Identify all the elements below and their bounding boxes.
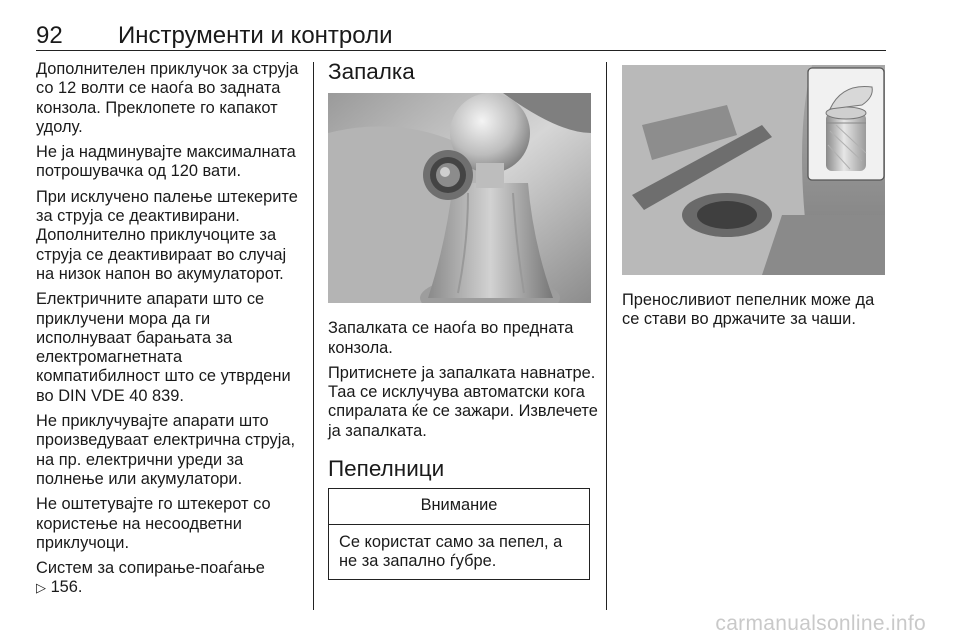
lighter-heading: Запалка (328, 59, 415, 84)
page-header (36, 22, 886, 51)
column-divider (606, 62, 607, 610)
column-power-outlets (36, 60, 304, 604)
column-lighter (328, 60, 600, 580)
warning-body: Се користат само за пепел, а не за запално ѓубре. (339, 532, 563, 570)
warning-box (328, 488, 590, 580)
ashtrays-heading: Пепелници (328, 456, 445, 482)
ashtray-photo (622, 65, 885, 275)
lighter-photo (328, 93, 591, 303)
cross-reference[interactable] (36, 559, 304, 598)
xref-page[interactable]: 156. (50, 578, 83, 597)
paragraph: Дополнителен приклучок за струја со 12 волти се наоѓа во задната конзола. Преклопете го капакот удолу. (36, 60, 299, 136)
warning-title: Внимание (329, 489, 589, 524)
paragraph: При исклучено палење штекерите за струја се деактивирани. Дополнително приклучоците за струја се деактивираат во случај на низок напон во акумулаторот. (36, 187, 298, 283)
paragraph: Електричните апарати што се приклучени мора да ги исполнуваат барањата за електромагнетната компатибилност што се утврдени во DIN VDE 40 839. (36, 290, 291, 405)
paragraph: Не ја надминувајте максималната потрошувачка од 120 вати. (36, 143, 296, 181)
section-title: Инструменти и контроли (118, 22, 393, 49)
column-ashtray (622, 60, 890, 336)
ashtray-caption: Преносливиот пепелник може да се стави во држачите за чаши. (622, 291, 875, 329)
arrow-right-icon: ▷ (36, 580, 46, 596)
paragraph: Притиснете ја запалката навнатре. Таа се исклучува автоматски кога спиралата ќе се зажари. Извлечете ја запалката. (328, 363, 598, 440)
paragraph: Не приклучувајте апарати што произведуваат електрична струја, на пр. електрични уреди за полнење или акумулатори. (36, 412, 296, 488)
column-divider (313, 62, 314, 610)
paragraph: Запалката се наоѓа во предната конзола. (328, 319, 574, 357)
paragraph: Не оштетувајте го штекерот со користење на несоодветни приклучоци. (36, 495, 271, 552)
page-number: 92 (36, 22, 63, 49)
xref-text: Систем за сопирање-поаѓање (36, 559, 265, 578)
watermark: carmanualsonline.info (715, 612, 926, 635)
